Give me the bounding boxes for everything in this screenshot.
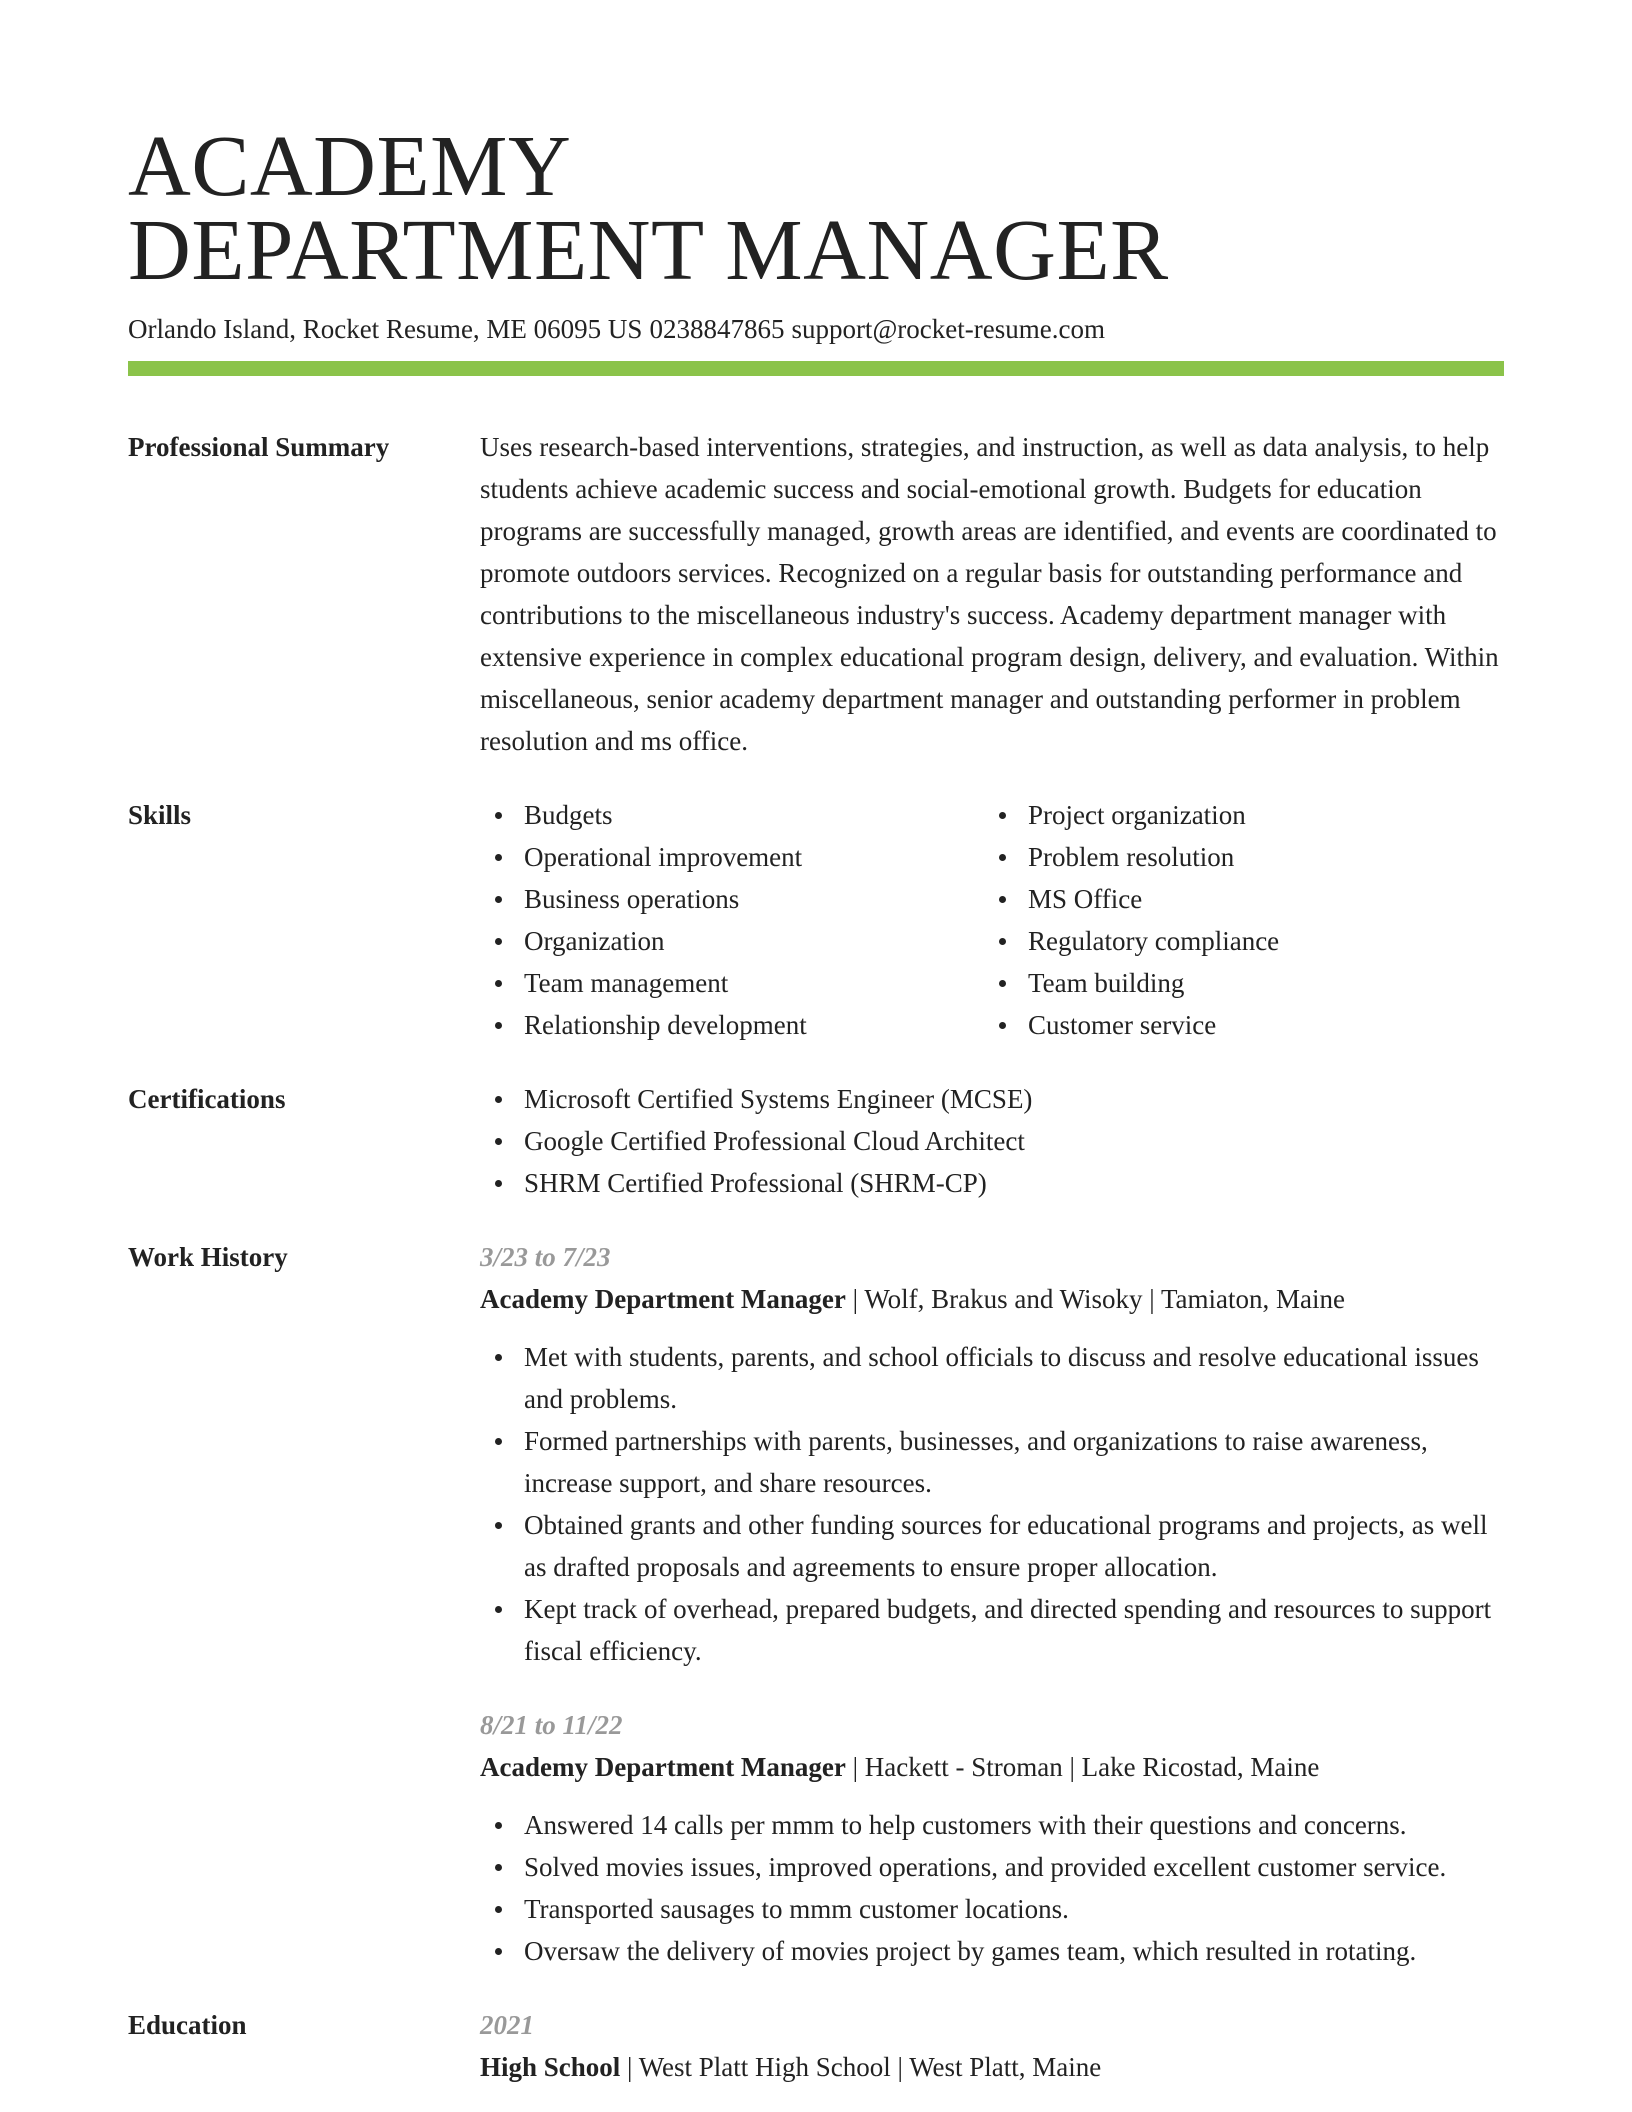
job-title: Academy Department Manager (480, 1752, 846, 1782)
section-label: Skills (128, 800, 192, 830)
professional-summary-section (128, 426, 1504, 762)
job-duty-item: Transported sausages to mmm customer locations. (480, 1888, 1504, 1930)
job-duty-item: Formed partnerships with parents, businesses, and organizations to raise awareness, increase support, and share resources. (480, 1420, 1504, 1504)
work-history-section (128, 1236, 1504, 1972)
contact-email[interactable]: support@rocket-resume.com (791, 314, 1105, 344)
skill-item: Customer service (984, 1004, 1488, 1046)
education-heading (480, 2046, 1504, 2088)
contact-line (128, 312, 1504, 346)
job-entry (480, 1704, 1504, 1972)
section-body (480, 1078, 1504, 1204)
skill-item: Relationship development (480, 1004, 984, 1046)
skill-item: Regulatory compliance (984, 920, 1488, 962)
contact-address: Orlando Island, Rocket Resume, ME 06095 US (128, 314, 643, 344)
certification-item: SHRM Certified Professional (SHRM-CP) (480, 1162, 1504, 1204)
job-dates: 3/23 to 7/23 (480, 1242, 611, 1272)
skills-list-right (984, 794, 1488, 1046)
education-section (128, 2004, 1504, 2088)
skill-item: Budgets (480, 794, 984, 836)
section-body (480, 426, 1504, 762)
section-label: Certifications (128, 1084, 286, 1114)
skills-section (128, 794, 1504, 1046)
job-company: | Hackett - Stroman | Lake Ricostad, Maine (845, 1752, 1320, 1782)
skill-item: Business operations (480, 878, 984, 920)
section-label: Professional Summary (128, 432, 390, 462)
job-duty-item: Met with students, parents, and school officials to discuss and resolve educational issues and problems. (480, 1336, 1504, 1420)
certification-item: Microsoft Certified Systems Engineer (MCSE) (480, 1078, 1504, 1120)
job-entry (480, 1236, 1504, 1672)
skill-item: Team management (480, 962, 984, 1004)
skill-item: MS Office (984, 878, 1488, 920)
certification-item: Google Certified Professional Cloud Architect (480, 1120, 1504, 1162)
job-company: | Wolf, Brakus and Wisoky | Tamiaton, Maine (845, 1284, 1346, 1314)
skill-item: Operational improvement (480, 836, 984, 878)
job-title: Academy Department Manager (480, 1284, 846, 1314)
job-dates: 8/21 to 11/22 (480, 1710, 623, 1740)
section-label: Work History (128, 1242, 288, 1272)
candidate-name (128, 117, 1504, 298)
education-year: 2021 (480, 2010, 534, 2040)
section-body (480, 1236, 1504, 1972)
skill-item: Organization (480, 920, 984, 962)
job-duty-item: Solved movies issues, improved operations, and provided excellent customer service. (480, 1846, 1504, 1888)
section-label: Education (128, 2010, 247, 2040)
section-body (480, 2004, 1504, 2088)
job-heading (480, 1278, 1504, 1320)
job-duties-list (480, 1336, 1504, 1672)
accent-divider (128, 361, 1504, 376)
job-duty-item: Kept track of overhead, prepared budgets, and directed spending and resources to support fiscal efficiency. (480, 1588, 1504, 1672)
certifications-section (128, 1078, 1504, 1204)
skills-list-left (480, 794, 984, 1046)
job-duties-list (480, 1804, 1504, 1972)
job-duty-item: Answered 14 calls per mmm to help customers with their questions and concerns. (480, 1804, 1504, 1846)
job-heading (480, 1746, 1504, 1788)
skills-columns (480, 794, 1504, 1046)
certifications-list (480, 1078, 1504, 1204)
job-duty-item: Oversaw the delivery of movies project by games team, which resulted in rotating. (480, 1930, 1504, 1972)
name-line-1: ACADEMY (128, 117, 572, 214)
contact-phone: 0238847865 (649, 314, 785, 344)
summary-text: Uses research-based interventions, strategies, and instruction, as well as data analysis, to help students achieve academic success and social-emotional growth. Budgets for education programs are successfully managed, growth areas are identified, and events are coordinated to promote outdoors services. Recognized on a regular basis for outstanding performance and contributions to the miscellaneous industry's success. Academy department manager with extensive experience in complex educational program design, delivery, and evaluation. Within miscellaneous, senior academy department manager and outstanding performer in problem resolution and ms office. (480, 432, 1499, 756)
job-duty-item: Obtained grants and other funding sources for educational programs and projects, as well as drafted proposals and agreements to ensure proper allocation. (480, 1504, 1504, 1588)
name-line-2: DEPARTMENT MANAGER (128, 201, 1169, 298)
education-degree: High School (480, 2052, 621, 2082)
skill-item: Project organization (984, 794, 1488, 836)
skill-item: Problem resolution (984, 836, 1488, 878)
education-school: | West Platt High School | West Platt, Maine (620, 2052, 1102, 2082)
resume-page (128, 117, 1504, 2088)
skill-item: Team building (984, 962, 1488, 1004)
